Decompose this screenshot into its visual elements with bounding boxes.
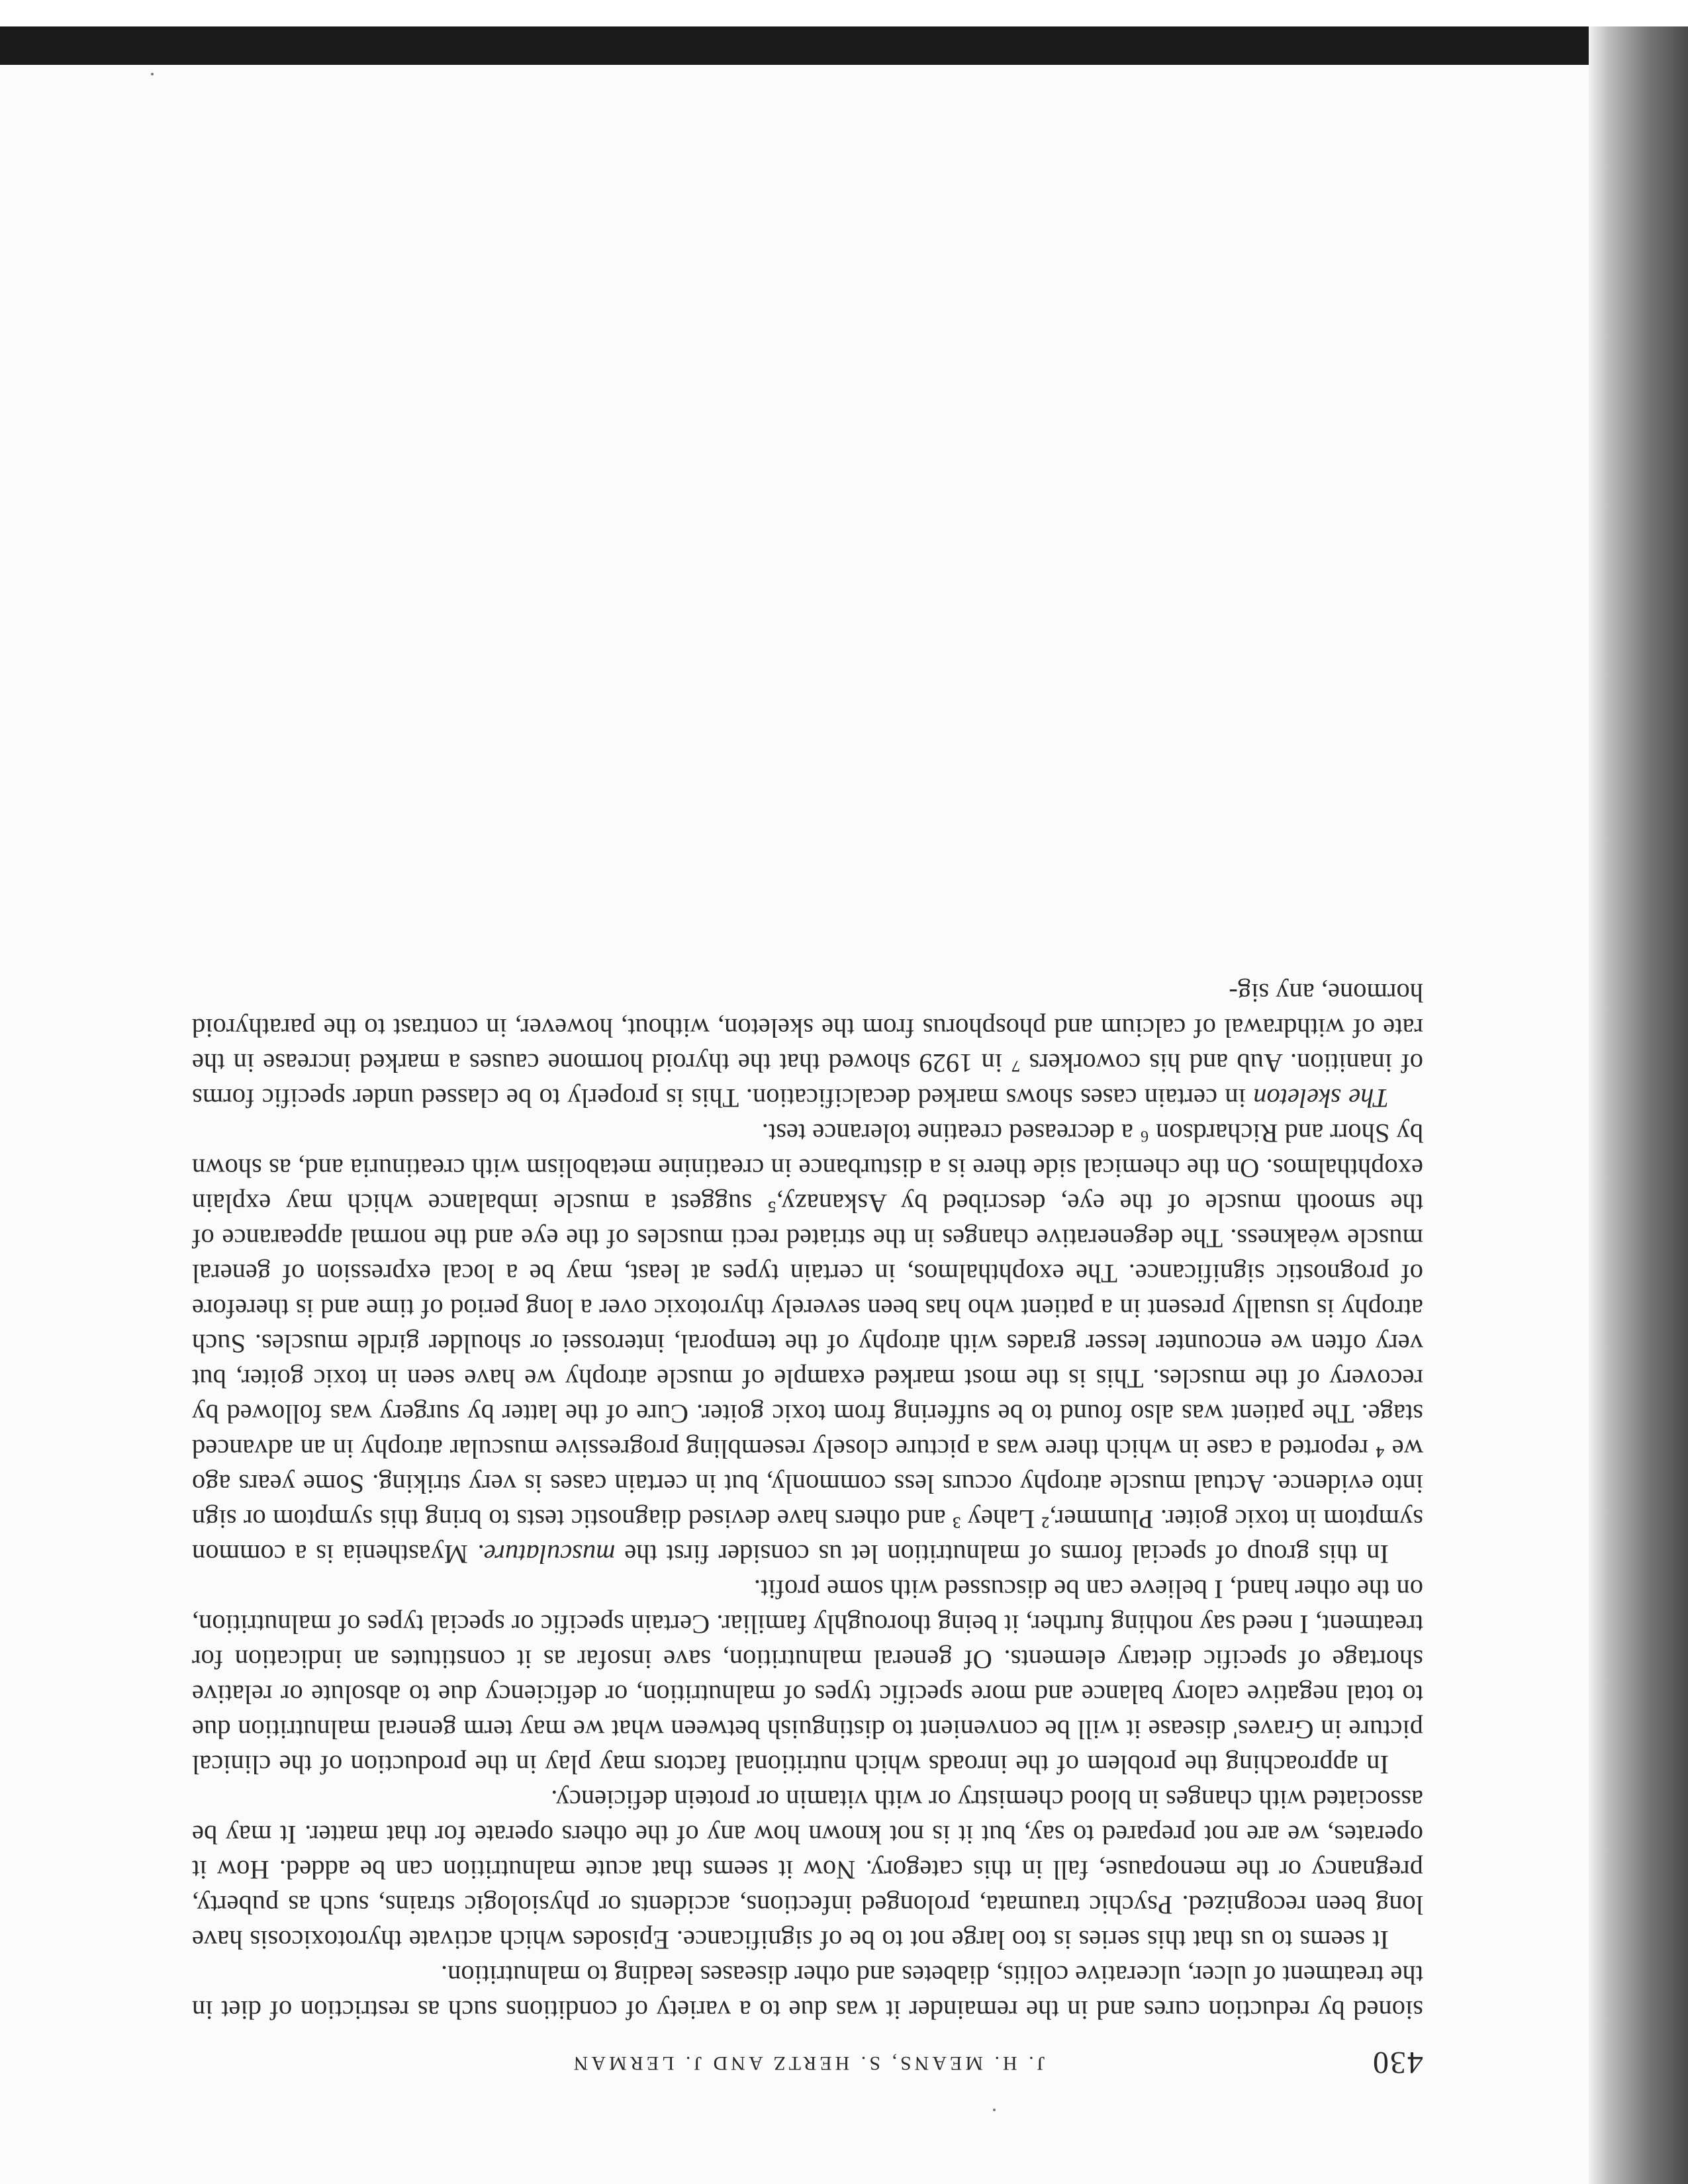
- paragraph-text: It seems to us that this series is too large not to be of significance. Episodes which activate thyrotoxicosis have long been recognized. Psychic traumata, prolonged infections, accidents or physiologic strains, such as puberty, pregnancy or the menopause, fall in this category. Now it seems that acute malnutrition can be added. How it operates, we are not prepared to say, but it is not known how any of the others operate for that matter. It may be associated with changes in blood chemistry or with vitamin or protein deficiency.: [192, 1785, 1423, 1955]
- paragraph-text: In this group of special forms of malnutrition let us consider first the: [615, 1539, 1389, 1569]
- running-head-authors: J. H. MEANS, S. HERTZ AND J. LERMAN: [570, 2052, 1045, 2074]
- paragraph-4-musculature: [192, 1116, 1423, 1572]
- scan-binding-shadow: [1589, 26, 1688, 2184]
- dust-speck: [993, 2109, 996, 2111]
- running-head: [192, 2041, 1423, 2081]
- printed-page-upside-down: [192, 347, 1423, 2081]
- page-number: 430: [1372, 2045, 1423, 2080]
- scanned-page: [0, 65, 1589, 2184]
- paragraph-5-skeleton: [192, 976, 1423, 1116]
- paragraph-1: [192, 1958, 1423, 2028]
- italic-term-musculature: musculature.: [477, 1539, 616, 1569]
- dust-speck: [151, 73, 154, 75]
- paragraph-text: sioned by reduction cures and in the remainder it was due to a variety of conditions such as restriction of diet in the treatment of ulcer, ulcerative colitis, diabetes and other diseases leading to malnutrition.: [192, 1960, 1423, 2025]
- paragraph-text: In approaching the problem of the inroads which nutritional factors may play in the production of the clinical picture in Graves' disease it will be convenient to distinguish between what we may term general malnutrition due to total negative calory balance and more specific types of malnutrition, or deficiency due to absolute or relative shortage of specific dietary elements. Of general malnutrition, save insofar as it constitutes an indication for treatment, I need say nothing further, it being thoroughly familiar. Certain specific or special types of malnutrition, on the other hand, I believe can be discussed with some profit.: [192, 1574, 1423, 1780]
- paragraph-text: in certain cases shows marked decalcification. This is properly to be classed under specific forms of inanition. Aub and his coworkers ⁷ in 1929 showed that the thyroid hormone causes a marked increase in the rate of withdrawal of calcium and phosphorus from the skeleton, without, however, in contrast to the parathyroid hormone, any sig-: [192, 978, 1423, 1113]
- scan-top-border: [0, 26, 1688, 65]
- italic-term-skeleton: The skeleton: [1253, 1083, 1389, 1113]
- paragraph-text: Myasthenia is a common symptom in toxic goiter. Plummer,² Lahey ³ and others have devised diagnostic tests to bring this symptom or sign into evidence. Actual muscle atrophy occurs less commonly, but in certain cases is very striking. Some years ago we ⁴ reported a case in which there was a picture closely resembling progressive muscular atrophy in an advanced stage. The patient was also found to be suffering from toxic goiter. Cure of the latter by surgery was followed by recovery of the muscles. This is the most marked example of muscle atrophy we have seen in toxic goiter, but very often we encounter lesser grades with atrophy of the temporal, interossei or shoulder girdle muscles. Such atrophy is usually present in a patient who has been severely thyrotoxic over a long period of time and is therefore of prognostic significance. The exophthalmos, in certain types at least, may be a local expression of general muscle weakness. The degenerative changes in the striated recti muscles of the eye and the normal appearance of the smooth muscle of the eye, described by Askanazy,⁵ suggest a muscle imbalance which may explain exophthalmos. On the chemical side there is a disturbance in creatinine metabolism with creatinuria and, as shown by Shorr and Richardson ⁶ a decreased creatine tolerance test.: [192, 1118, 1423, 1569]
- paragraph-2: [192, 1782, 1423, 1958]
- body-text: [192, 976, 1423, 2028]
- paragraph-3: [192, 1572, 1423, 1782]
